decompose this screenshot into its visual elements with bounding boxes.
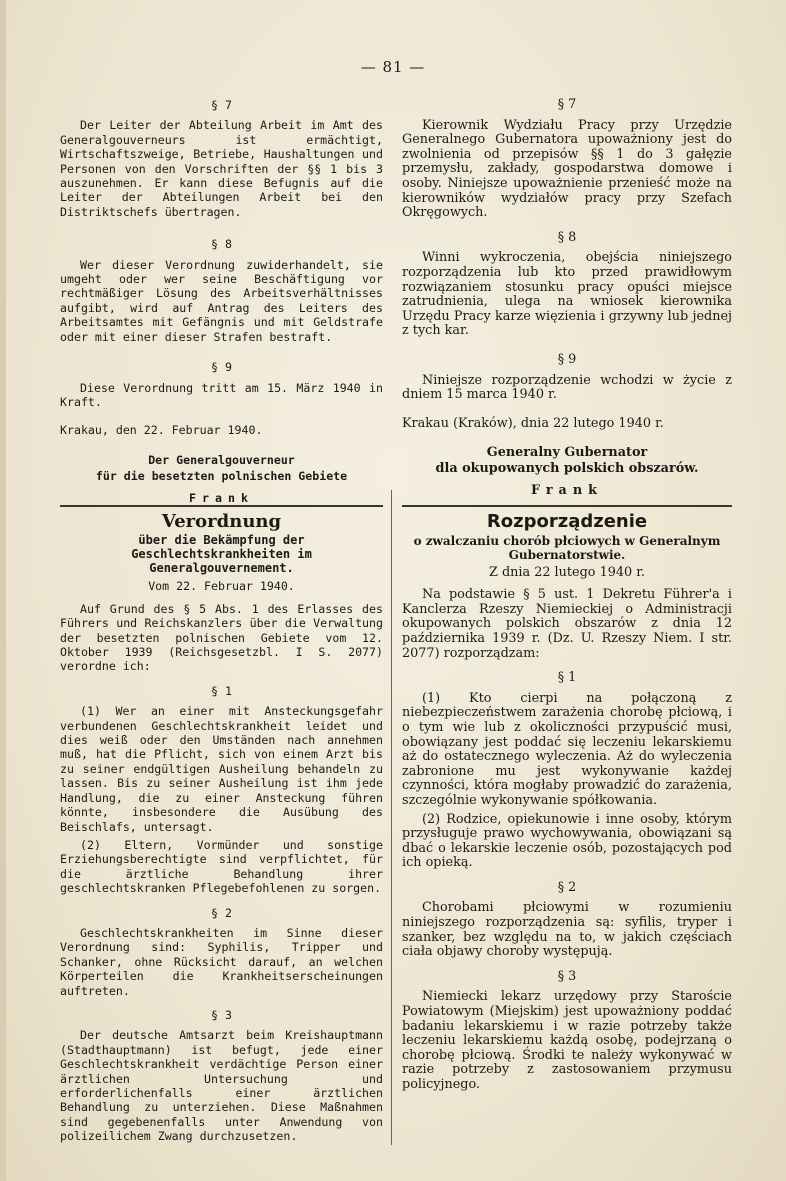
section-text: Niniejsze rozporządzenie wchodzi w życie z dniem 15 marca 1940 r. (402, 372, 732, 403)
section-heading: § 1 (557, 670, 577, 686)
polish-column-bottom (402, 511, 732, 1097)
section-text: Winni wykroczenia, obejścia niniejszego rozporządzenia lub kto przed prawidłowym rozwiązaniem stosunku pracy opuści miejsce zatrudnienia, ulega na wniosek kierownika Urzędu Pracy karze więzienia i grzywny lub jednej z tych kar. (402, 250, 732, 339)
section-text: Niemiecki lekarz urzędowy przy Staroście Powiatowym (Miejskim) jest upoważniony poddać badaniu lekarskiemu i w razie potrzeby także leczeniu lekarskiemu każdą osobę, podejrzaną o chorobę płciową. Środki te należy wykonywać w razie potrzeby z zastosowaniem przymusu policyjnego. (402, 989, 732, 1092)
section-text: Kierownik Wydziału Pracy przy Urzędzie Generalnego Gubernatora upoważniony jest do zwolnienia od przepisów §§ 1 do 3 gałęzie przemysłu, zakłady, gospodarstwa domowe i osoby. Niniejsze upoważnienie przenieść może na kierowników wydziałów pracy przy Szefach Okręgowych. (402, 117, 732, 221)
signature-title-line2: dla okupowanych polskich obszarów. (435, 461, 699, 477)
document-title: Verordnung (161, 511, 282, 532)
signature-name: Frank (530, 483, 604, 499)
signature-title: Generalny Gubernator (486, 445, 648, 461)
german-column-top (60, 88, 383, 506)
page-number: — 81 — (360, 58, 426, 76)
place-date: Krakau (Kraków), dnia 22 lutego 1940 r. (402, 415, 664, 431)
section-heading: § 3 (211, 1007, 232, 1022)
section-text: (2) Eltern, Vormünder und sonstige Erziehungsberechtigte sind verpflichtet, für die ärztliche Behandlung ihrer geschlechtskranken Pflegebefohlenen zu sorgen. (60, 837, 383, 896)
page-fold (0, 0, 6, 1181)
section-text: (2) Rodzice, opiekunowie i inne osoby, którym przysługuje prawo wychowywania, obowiązani są dbać o lekarskie leczenie osób, pozostających pod ich opieką. (402, 811, 732, 871)
section-text: Wer dieser Verordnung zuwiderhandelt, sie umgeht oder wer seine Beschäftigung vor rechtmäßiger Lösung des Arbeitsverhältnisses aufgibt, wird auf Antrag des Leiters des Arbeitsamtes mit Gefängnis und mit Geldstrafe oder mit einer dieser Strafen bestraft. (60, 257, 383, 344)
section-text: (1) Kto cierpi na połączoną z niebezpieczeństwem zarażenia chorobę płciową, i o tym wie lub z okoliczności przypuścić musi, obowiązany jest poddać się leczeniu lekarskiemu aż do ostatecznego wyleczenia. Aż do wyleczenia zabronione mu jest wykonywanie każdej czynności, która mogłaby prowadzić do zarażenia, szczególnie wykonywanie spółkowania. (402, 690, 732, 808)
signature-block (402, 445, 732, 499)
document-subtitle: o zwalczaniu chorób płciowych w Generalnym Gubernatorstwie. (413, 533, 721, 562)
column-divider (391, 490, 392, 1145)
document-date: Z dnia 22 lutego 1940 r. (489, 564, 645, 580)
signature-title: Der Generalgouverneur (148, 452, 295, 467)
section-heading: § 8 (557, 229, 577, 245)
divider-polish (402, 505, 732, 507)
document-date: Vom 22. Februar 1940. (148, 579, 295, 594)
section-text: Der Leiter der Abteilung Arbeit im Amt des Generalgouverneurs ist ermächtigt, Wirtschaftszweige, Betriebe, Haushaltungen und Personen von den Vorschriften der §§ 1 bis 3 auszunehmen. Er kann diese Befugnis auf die Leiter der Abteilungen Arbeit bei den Distriktschefs übertragen. (60, 118, 383, 219)
signature-block (60, 452, 383, 506)
intro-text: Na podstawie § 5 ust. 1 Dekretu Führer'a i Kanclerza Rzeszy Niemieckiej o Administracji okupowanych polskich obszarów z dnia 12 października 1939 r. (Dz. U. Rzeszy Niem. I str. 2077) rozporządzam: (402, 587, 732, 661)
german-column-bottom (60, 511, 383, 1148)
signature-title-line2: für die besetzten polnischen Gebiete (95, 468, 348, 483)
section-heading: § 9 (211, 360, 232, 375)
section-text: Diese Verordnung tritt am 15. März 1940 in Kraft. (60, 380, 383, 409)
section-heading: § 9 (557, 351, 577, 367)
divider-german (60, 505, 383, 507)
section-heading: § 8 (211, 237, 232, 252)
section-text: Der deutsche Amtsarzt beim Kreishauptmann (Stadthauptmann) ist befugt, jede einer Geschlechtskrankheit verdächtige Person einer ärztlichen Untersuchung und erforderlichenfalls einer ärztlichen Behandlung zu unterziehen. Diese Maßnahmen sind gegebenenfalls unter Anwendung von polizeilichem Zwang durchzusetzen. (60, 1028, 383, 1144)
section-heading: § 7 (557, 97, 577, 112)
section-text: Chorobami płciowymi w rozumieniu niniejszego rozporządzenia są: syfilis, tryper i szanker, bez względu na to, w jakich częściach ciała objawy choroby występują. (402, 900, 732, 960)
document-title: Rozporządzenie (486, 511, 648, 532)
document-subtitle: über die Bekämpfung der Geschlechtskrankheiten im Generalgouvernement. (131, 533, 312, 576)
section-heading: § 3 (557, 968, 577, 984)
section-heading: § 7 (211, 98, 232, 112)
section-text: (1) Wer an einer mit Ansteckungsgefahr verbundenen Geschlechtskrankheit leidet und dies weiß oder den Umständen nach annehmen muß, hat die Pflicht, sich von einem Arzt bis zu seiner endgültigen Ausheilung behandeln zu lassen. Bis zu seiner Ausheilung ist ihm jede Handlung, die zu einer Ansteckung führen könnte, insbesondere die Ausübung des Beischlafs, untersagt. (60, 704, 383, 834)
section-heading: § 1 (211, 683, 232, 698)
intro-text: Auf Grund des § 5 Abs. 1 des Erlasses des Führers und Reichskanzlers über die Verwaltung der besetzten polnischen Gebiete vom 12. Oktober 1939 (Reichsgesetzbl. I S. 2077) verordne ich: (60, 601, 383, 674)
section-heading: § 2 (557, 879, 577, 895)
polish-column-top (402, 88, 732, 499)
signature-name: Frank (189, 490, 254, 505)
section-text: Geschlechtskrankheiten im Sinne dieser Verordnung sind: Syphilis, Tripper und Schanker, ohne Rücksicht darauf, an welchen Körperteilen die Krankheitserscheinungen auftreten. (60, 925, 383, 998)
section-heading: § 2 (211, 905, 232, 920)
place-date: Krakau, den 22. Februar 1940. (60, 423, 263, 438)
